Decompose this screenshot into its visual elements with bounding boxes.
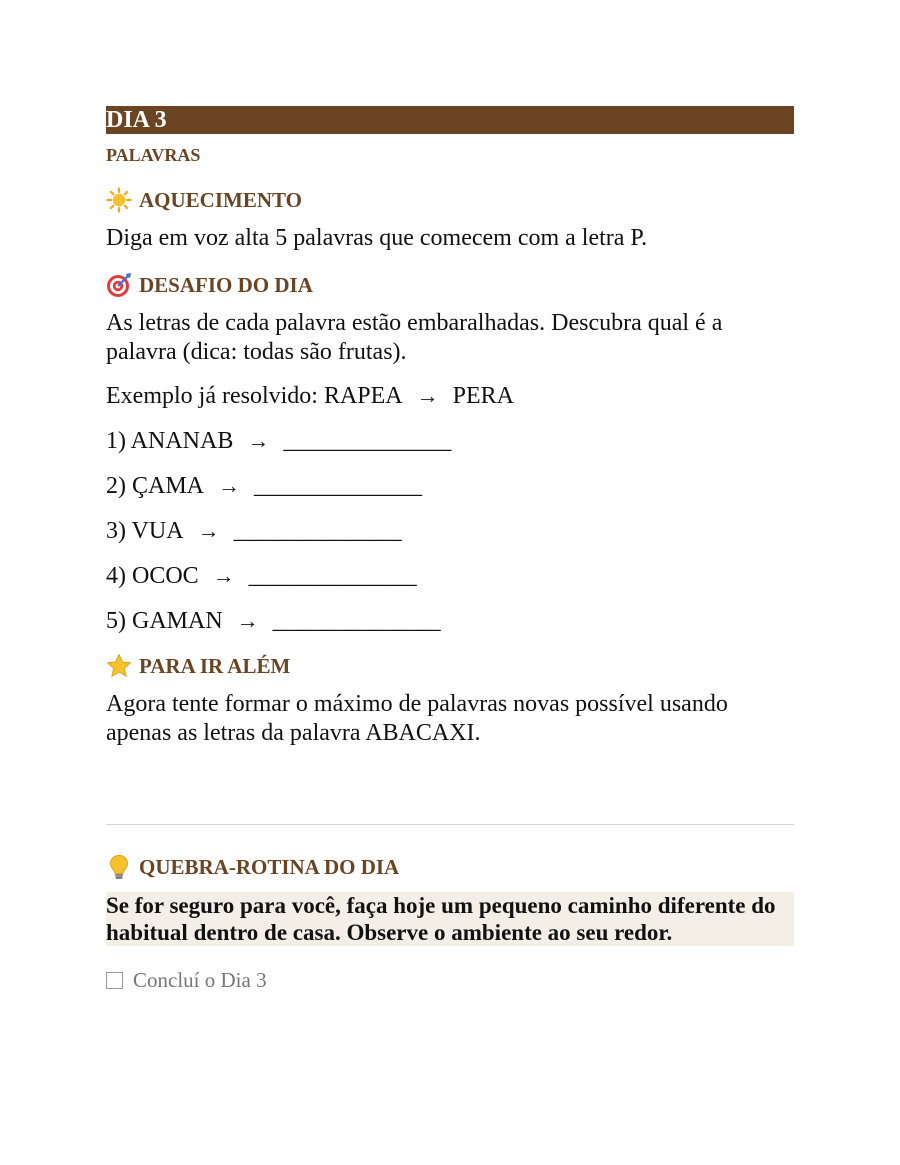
- item-word: 4) OCOC: [106, 563, 199, 589]
- target-icon: [106, 272, 132, 298]
- day-content: [106, 106, 794, 748]
- challenge-item: [106, 471, 794, 501]
- challenge-heading-label: DESAFIO DO DIA: [139, 273, 313, 297]
- example-answer: PERA: [452, 383, 514, 409]
- item-word: 3) VUA: [106, 518, 184, 544]
- answer-blank: ______________: [248, 563, 417, 589]
- answer-blank: ______________: [272, 608, 441, 634]
- beyond-heading: [106, 652, 794, 680]
- challenge-item: [106, 561, 794, 591]
- warmup-text: Diga em voz alta 5 palavras que comecem com a letra P.: [106, 225, 648, 251]
- challenge-item: [106, 516, 794, 546]
- day-title: DIA 3: [106, 106, 794, 134]
- challenge-item: [106, 426, 794, 456]
- answer-blank: ______________: [283, 428, 452, 454]
- warmup-heading: [106, 186, 794, 214]
- challenge-text: As letras de cada palavra estão embaralhadas. Descubra qual é a palavra (dica: todas são frutas).: [106, 310, 723, 365]
- routine-heading-label: QUEBRA-ROTINA DO DIA: [139, 855, 400, 879]
- item-arrow: →: [197, 518, 220, 543]
- section-divider: [106, 824, 794, 825]
- item-word: 5) GAMAN: [106, 608, 223, 634]
- item-arrow: →: [247, 428, 270, 453]
- lightbulb-icon: [106, 854, 132, 880]
- answer-blank: ______________: [233, 518, 402, 544]
- item-arrow: →: [236, 608, 259, 633]
- item-arrow: →: [212, 563, 235, 588]
- completion-label: Concluí o Dia 3: [133, 968, 267, 992]
- warmup-heading-label: AQUECIMENTO: [139, 188, 302, 212]
- completion-checkbox[interactable]: [106, 966, 267, 994]
- example-arrow: →: [416, 383, 439, 408]
- beyond-text: Agora tente formar o máximo de palavras novas possível usando apenas as letras da palavra ABACAXI.: [106, 691, 728, 746]
- challenge-item: [106, 606, 794, 636]
- checkbox-icon[interactable]: [106, 972, 123, 989]
- beyond-heading-label: PARA IR ALÉM: [139, 654, 291, 678]
- routine-text: Se for seguro para você, faça hoje um pequeno caminho diferente do habitual dentro de casa. Observe o ambiente ao seu redor.: [106, 892, 794, 946]
- challenge-example: [106, 381, 794, 411]
- example-prefix: Exemplo já resolvido: RAPEA: [106, 383, 403, 409]
- item-word: 2) ÇAMA: [106, 473, 205, 499]
- challenge-heading: [106, 271, 794, 299]
- sun-icon: [106, 187, 132, 213]
- day-subtitle: PALAVRAS: [106, 145, 201, 165]
- routine-heading: [106, 853, 399, 881]
- item-word: 1) ANANAB: [106, 428, 234, 454]
- star-icon: [106, 653, 132, 679]
- answer-blank: ______________: [254, 473, 423, 499]
- item-arrow: →: [218, 473, 241, 498]
